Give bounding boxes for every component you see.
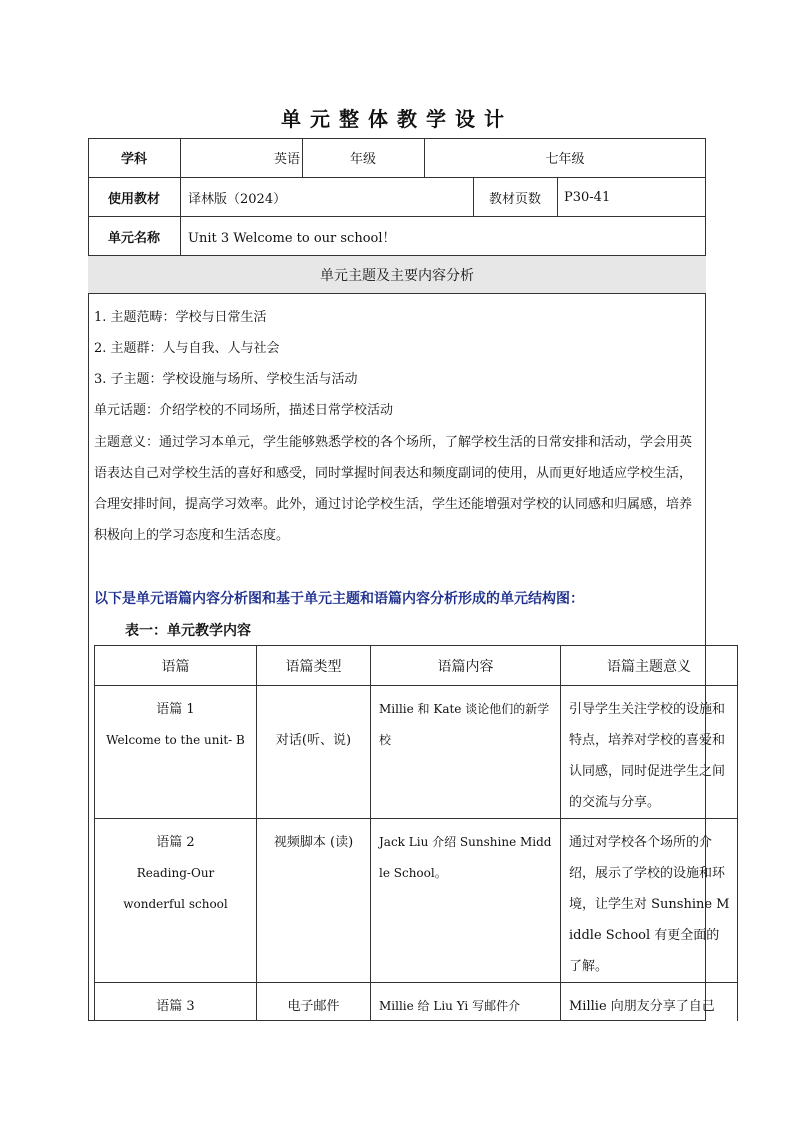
text-content: Millie 给 Liu Yi 写邮件介 xyxy=(370,983,560,1021)
header-content: 语篇内容 xyxy=(370,646,560,685)
textbook-value: 译林版（2024） xyxy=(188,191,287,207)
analysis-item: 2. 主题群：人与自我、人与社会 xyxy=(94,341,280,356)
structure-heading: 以下是单元语篇内容分析图和基于单元主题和语篇内容分析形成的单元结构图： xyxy=(94,591,584,607)
text-number: 语篇 3 xyxy=(156,999,195,1014)
table-row xyxy=(95,818,737,982)
header-meaning: 语篇主题意义 xyxy=(560,646,737,685)
text-meaning: 引导学生关注学校的设施和特点，培养对学校的喜爱和认同感，同时促进学生之间的交流与分享。 xyxy=(560,686,737,818)
text-content: Jack Liu 介绍 Sunshine Middle School。 xyxy=(370,819,560,982)
table-row xyxy=(95,982,737,1021)
grade-value: 七年级 xyxy=(545,152,585,167)
text-type: 对话(听、说) xyxy=(256,686,370,818)
text-number: 语篇 1 xyxy=(156,702,195,717)
unit-value: Unit 3 Welcome to our school！ xyxy=(188,230,396,246)
analysis-item: 1. 主题范畴：学校与日常生活 xyxy=(94,310,267,325)
text-content: Millie 和 Kate 谈论他们的新学校 xyxy=(370,686,560,818)
header-text: 语篇 xyxy=(161,658,190,675)
text-title: Welcome to the unit- B xyxy=(106,733,245,747)
text-meaning: Millie 向朋友分享了自己 xyxy=(560,983,737,1021)
header-type: 语篇类型 xyxy=(256,646,370,685)
subject-label: 学科 xyxy=(120,152,147,167)
subject-value: 英语 xyxy=(273,152,300,167)
info-row-textbook xyxy=(88,178,706,217)
theme-meaning: 主题意义：通过学习本单元，学生能够熟悉学校的各个场所，了解学校生活的日常安排和活动，学会用英语表达自己对学校生活的喜好和感受，同时掌握时间表达和频度副词的使用，从而更好地适应学校生活，合理安排时间，提高学习效率。此外，通过讨论学校生活，学生还能增强对学校的认同感和归属感，培养积极向上的学习态度和生活态度。 xyxy=(94,435,693,543)
table-row xyxy=(95,685,737,818)
grade-label: 年级 xyxy=(349,152,376,167)
text-type: 视频脚本 (读) xyxy=(256,819,370,982)
analysis-item: 3. 子主题：学校设施与场所、学校生活与活动 xyxy=(94,372,358,387)
info-row-subject xyxy=(88,138,706,178)
text-number: 语篇 2 xyxy=(156,835,195,850)
text-title: Reading-Our wonderful school xyxy=(123,866,228,911)
table-header-row xyxy=(95,645,737,685)
unit-label: 单元名称 xyxy=(107,230,160,246)
unit-topic: 单元话题：介绍学校的不同场所，描述日常学校活动 xyxy=(94,403,394,418)
pages-label: 教材页数 xyxy=(488,191,541,207)
table-caption: 表一：单元教学内容 xyxy=(125,623,251,639)
info-row-unit xyxy=(88,217,706,256)
textbook-label: 使用教材 xyxy=(107,191,160,207)
content-table xyxy=(94,645,738,1021)
page-title: 单元整体教学设计 xyxy=(281,107,513,131)
analysis-heading: 单元主题及主要内容分析 xyxy=(88,256,706,294)
pages-value: P30-41 xyxy=(564,189,611,205)
text-meaning: 通过对学校各个场所的介绍，展示了学校的设施和环境，让学生对 Sunshine Middle School 有更全面的了解。 xyxy=(560,819,737,982)
text-type: 电子邮件 xyxy=(256,983,370,1021)
